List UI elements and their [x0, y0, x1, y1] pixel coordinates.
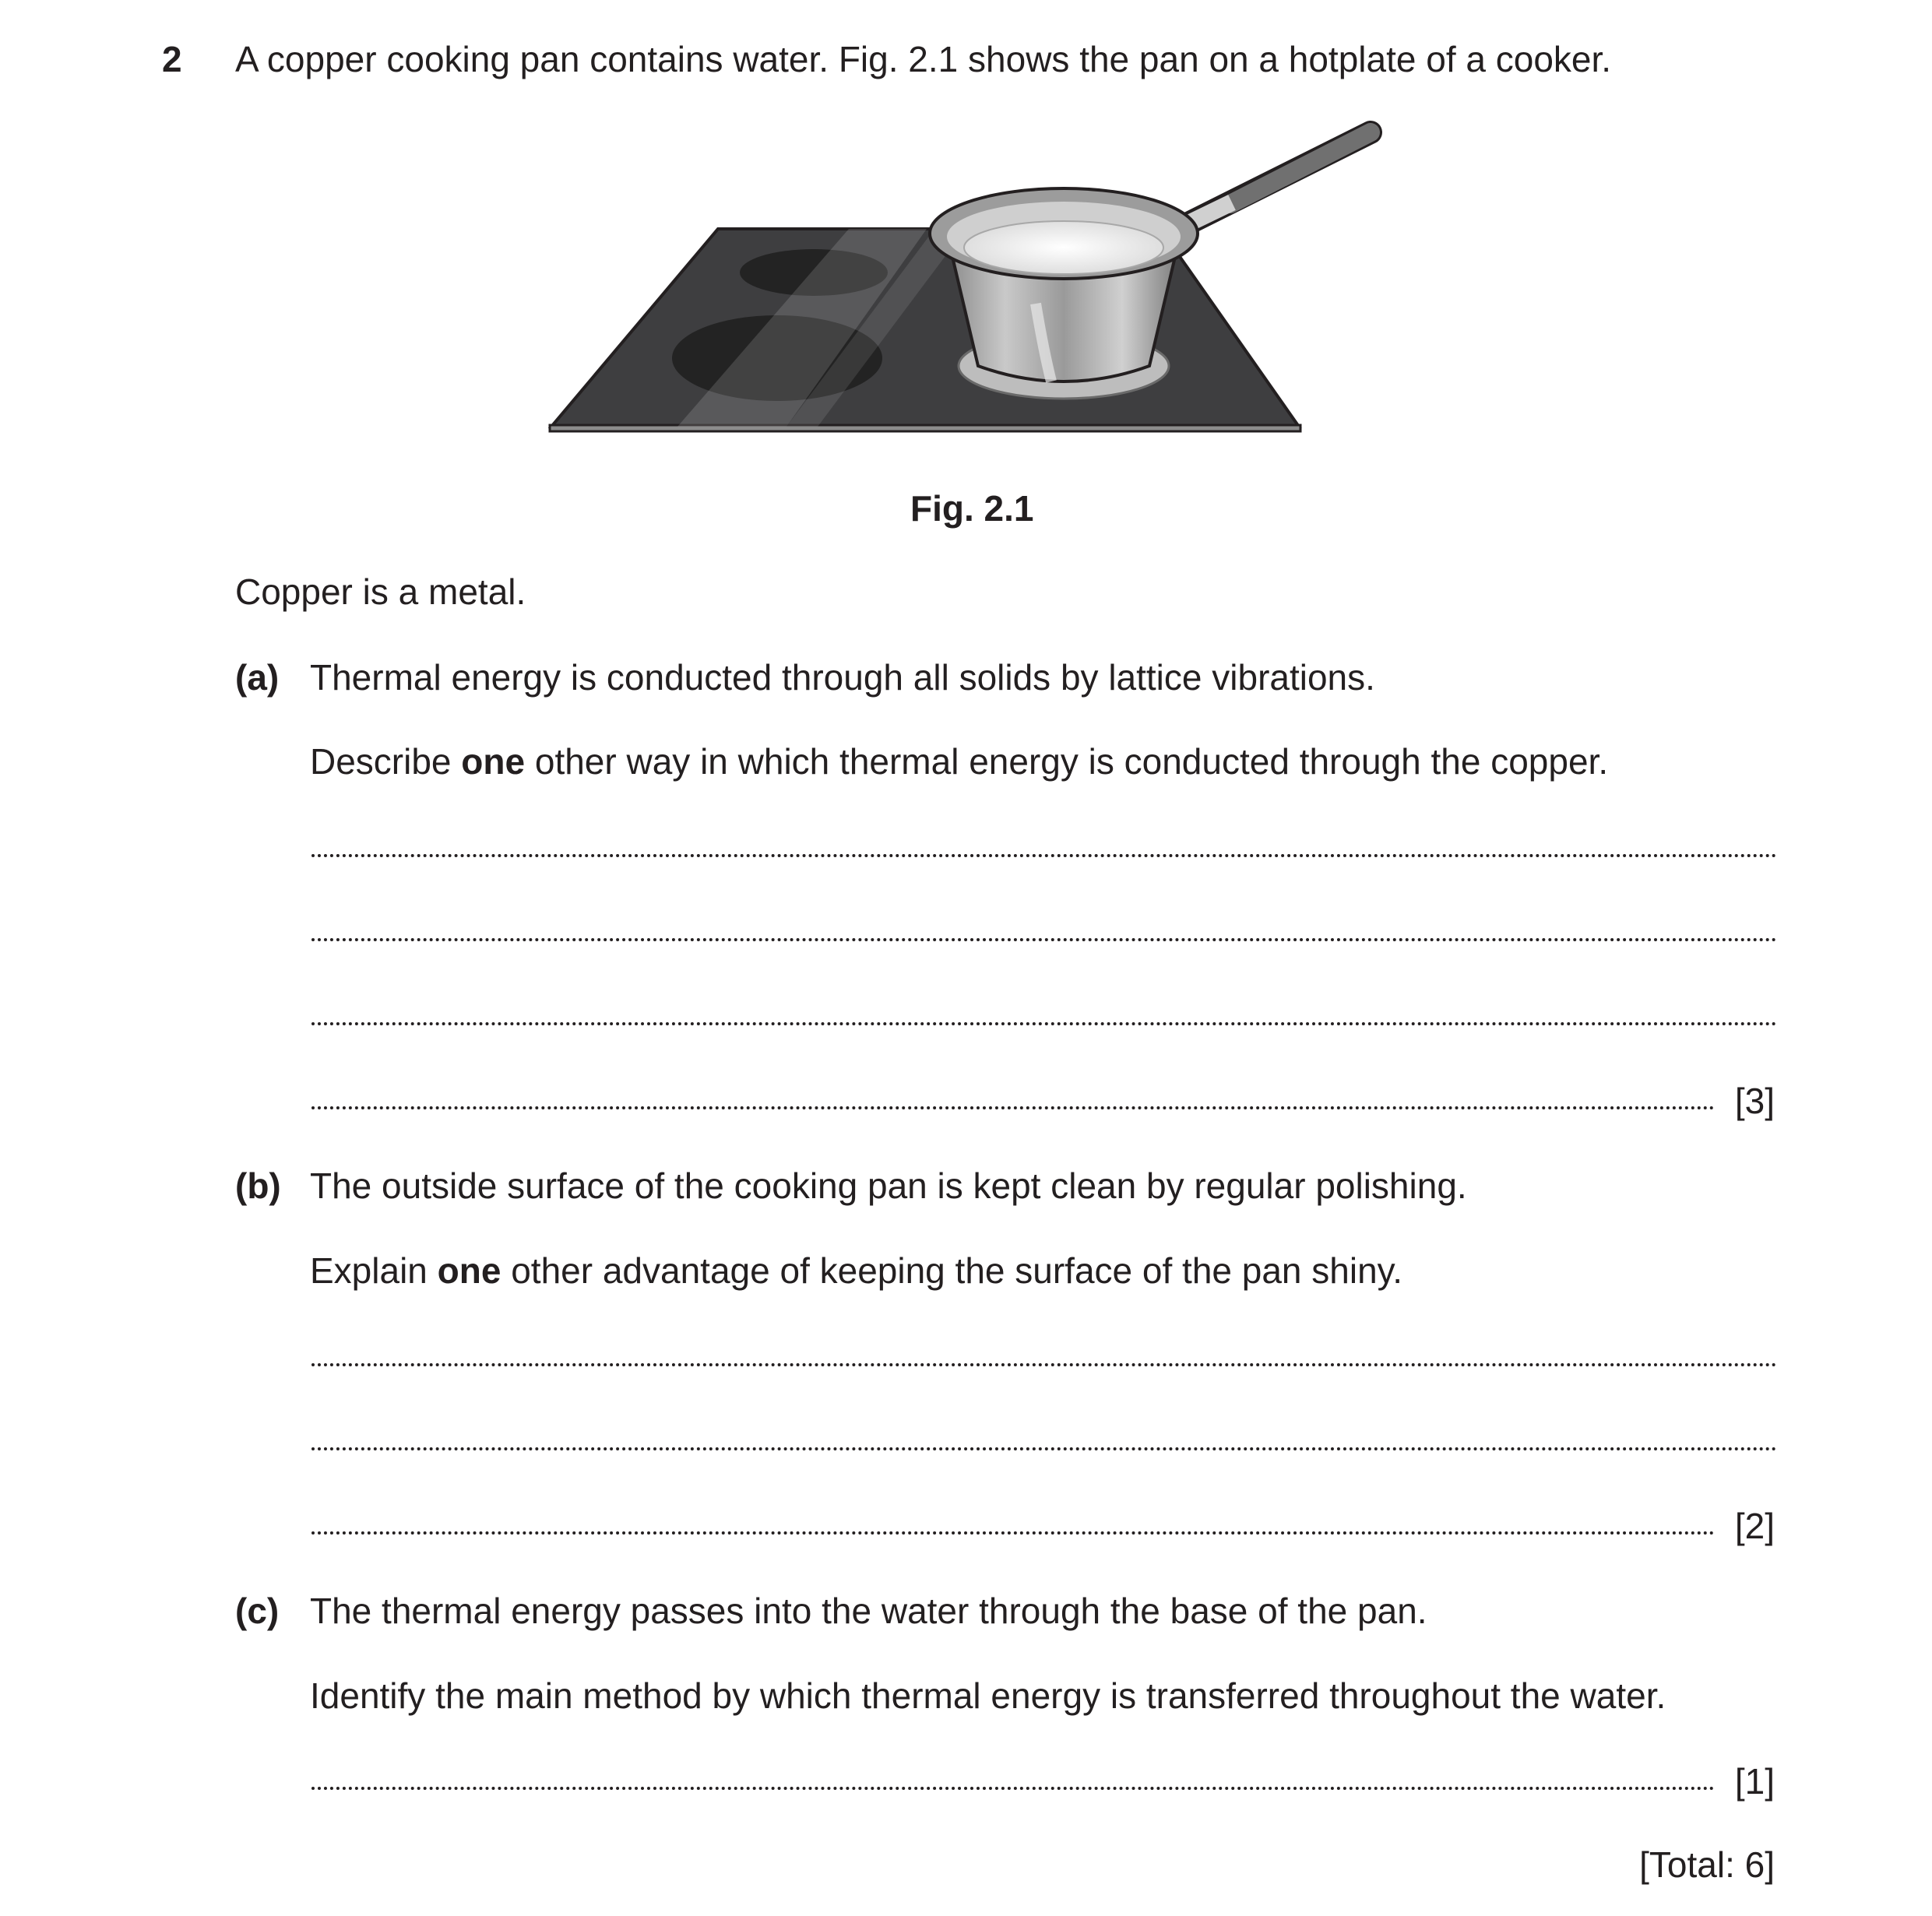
- question-stem: A copper cooking pan contains water. Fig. 2.1 shows the pan on a hotplate of a cooker.: [235, 39, 1612, 79]
- part-c-instruction: Identify the main method by which thermal energy is transferred throughout the water.: [310, 1675, 1666, 1716]
- part-b-label: (b): [235, 1165, 281, 1206]
- answer-line-b2[interactable]: [311, 1447, 1777, 1450]
- intro-text: Copper is a metal.: [235, 571, 526, 612]
- question-number: 2: [162, 39, 182, 79]
- part-a-instruction: Describe one other way in which thermal energy is conducted through the copper.: [310, 741, 1609, 782]
- answer-line-a1[interactable]: [311, 854, 1777, 857]
- pan-on-hotplate-illustration: [545, 109, 1394, 444]
- figure-caption: Fig. 2.1: [910, 488, 1034, 529]
- answer-line-b1[interactable]: [311, 1363, 1777, 1366]
- part-c-label: (c): [235, 1591, 280, 1631]
- part-a-label: (a): [235, 657, 280, 698]
- part-b-statement: The outside surface of the cooking pan is kept clean by regular polishing.: [310, 1165, 1467, 1206]
- part-c-marks: [1]: [1734, 1761, 1775, 1802]
- total-marks: [Total: 6]: [1639, 1844, 1775, 1885]
- answer-line-a4[interactable]: [311, 1106, 1715, 1109]
- part-a-statement: Thermal energy is conducted through all solids by lattice vibrations.: [310, 657, 1375, 698]
- pan-handle: [1184, 132, 1371, 226]
- part-c-statement: The thermal energy passes into the water through the base of the pan.: [310, 1591, 1427, 1631]
- answer-line-c1[interactable]: [311, 1787, 1715, 1790]
- part-a-marks: [3]: [1734, 1081, 1775, 1121]
- answer-line-b3[interactable]: [311, 1531, 1715, 1535]
- water-surface: [964, 221, 1163, 274]
- part-b-marks: [2]: [1734, 1506, 1775, 1546]
- answer-line-a2[interactable]: [311, 938, 1777, 941]
- answer-line-a3[interactable]: [311, 1022, 1777, 1025]
- part-b-instruction: Explain one other advantage of keeping the surface of the pan shiny.: [310, 1250, 1403, 1291]
